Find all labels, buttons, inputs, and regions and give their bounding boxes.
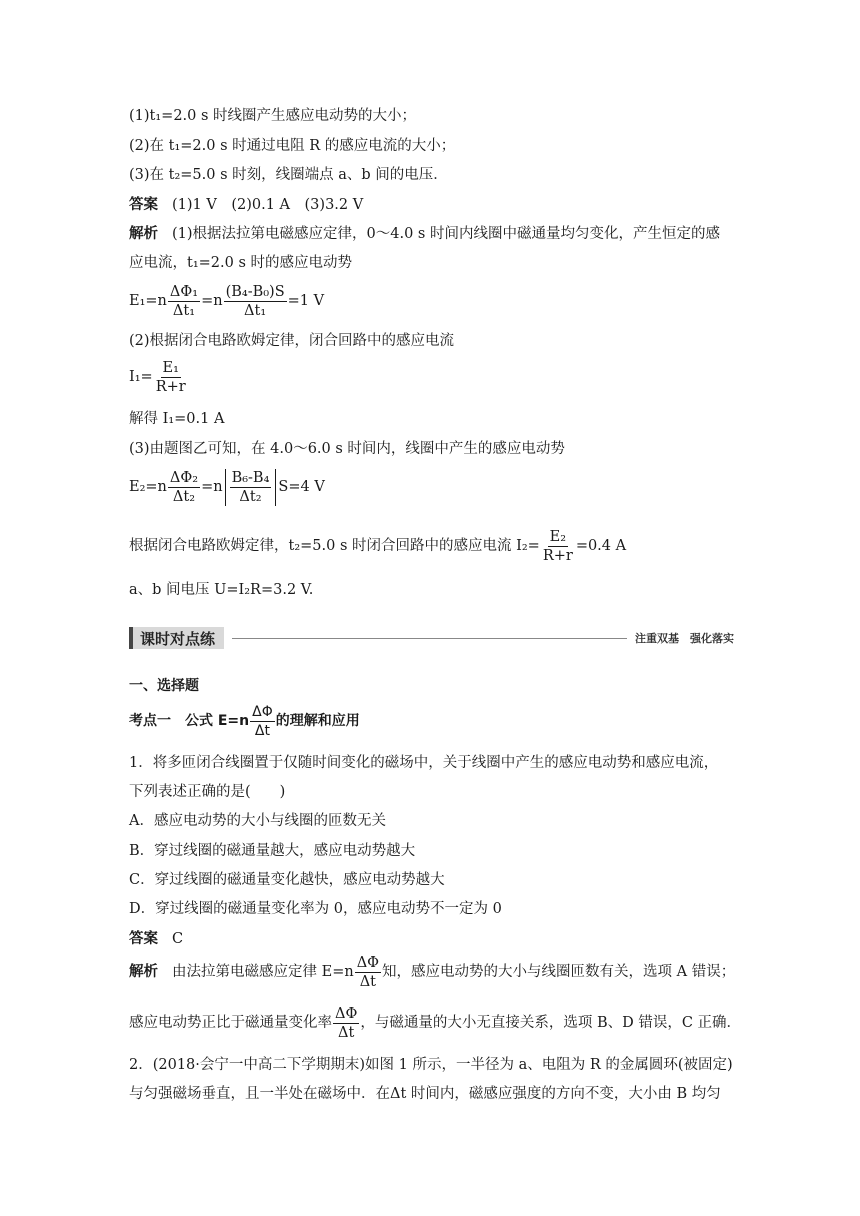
fraction: $\frac{\text{(B₄-B₀)S}}{\text{Δt₁}}$ bbox=[225, 283, 285, 319]
analysis-label: 解析 bbox=[129, 964, 158, 980]
q1-analysis-line-2: 感应电动势正比于磁通量变化率 $\frac{\Delta\Phi}{\Delta t}$ ，与磁通量的大小无直接关系，选项 B、D 错误，C 正确． bbox=[129, 1005, 742, 1041]
q2-stem-line-2: 与匀强磁场垂直，且一半处在磁场中．在Δt 时间内，磁感应强度的方向不变，大小由 B 均匀 bbox=[129, 1086, 721, 1102]
equation-i1-result: 解得 I₁=0.1 A bbox=[129, 411, 225, 427]
q1-answer-line bbox=[129, 929, 183, 949]
q1-stem-line-1: 1．将多匝闭合线圈置于仅随时间变化的磁场中，关于线圈中产生的感应电动势和感应电流， bbox=[129, 755, 719, 771]
part-title: 一、选择题 bbox=[129, 678, 199, 694]
fraction: $\frac{\Delta\Phi}{\Delta t}$ bbox=[335, 1005, 358, 1041]
q2-stem-line-1: 2．(2018·会宁一中高二下学期期末)如图 1 所示，一半径为 a、电阻为 R 的金属圆环(被固定) bbox=[129, 1057, 733, 1073]
fraction: $\frac{\text{ΔΦ₁}}{\text{Δt₁}}$ bbox=[169, 283, 199, 319]
q1-analysis-line-1: 解析 由法拉第电磁感应定律 E=n $\frac{\Delta\Phi}{\Delta t}$ 知，感应电动势的大小与线圈匝数有关，选项 A 错误； bbox=[129, 954, 736, 990]
q1-option-b: B．穿过线圈的磁通量越大，感应电动势越大 bbox=[129, 843, 416, 859]
analysis-line-1: 解析 (1)根据法拉第电磁感应定律，0～4.0 s 时间内线圈中磁通量均匀变化，产生恒定的感 bbox=[129, 226, 720, 242]
analysis-line-2: 应电流，t₁=2.0 s 时的感应电动势 bbox=[129, 255, 353, 271]
analysis-line-3: (2)根据闭合电路欧姆定律，闭合回路中的感应电流 bbox=[129, 333, 455, 349]
fraction: $\frac{\text{B₆-B₄}}{\text{Δt₂}}$ bbox=[231, 469, 270, 505]
topic-heading: 考点一 公式 E=n $\frac{\Delta\Phi}{\Delta t}$ 的理解和应用 bbox=[129, 703, 360, 739]
section-slogan: 注重双基 强化落实 bbox=[635, 632, 734, 645]
analysis-line-4: (3)由题图乙可知，在 4.0～6.0 s 时间内，线圈中产生的感应电动势 bbox=[129, 441, 565, 457]
question-part-3: (3)在 t₂=5.0 s 时刻，线圈端点 a、b 间的电压． bbox=[129, 167, 448, 183]
fraction: $\frac{\Delta\Phi}{\Delta t}$ bbox=[252, 703, 273, 739]
answer-text: (1)1 V (2)0.1 A (3)3.2 V bbox=[172, 197, 364, 213]
equation-i1: I₁= $\frac{\text{E₁}}{R+r}$ bbox=[129, 359, 186, 395]
fraction: $\frac{\Delta\Phi}{\Delta t}$ bbox=[356, 954, 380, 990]
answer-line bbox=[129, 195, 363, 215]
q1-option-a: A．感应电动势的大小与线圈的匝数无关 bbox=[129, 813, 386, 829]
fraction: $\frac{\text{ΔΦ₂}}{\text{Δt₂}}$ bbox=[169, 469, 199, 505]
q1-option-c: C．穿过线圈的磁通量变化越快，感应电动势越大 bbox=[129, 872, 445, 888]
fraction: $\frac{\text{E₂}}{R+r}$ bbox=[542, 528, 573, 564]
question-part-2: (2)在 t₁=2.0 s 时通过电阻 R 的感应电流的大小； bbox=[129, 138, 456, 154]
absolute-value bbox=[225, 469, 277, 506]
q1-answer: C bbox=[172, 931, 184, 947]
equation-i2: 根据闭合电路欧姆定律，t₂=5.0 s 时闭合回路中的感应电流 I₂= $\frac{\text{E₂}}{R+r}$ =0.4 A bbox=[129, 528, 627, 564]
equation-e2: E₂=n $\frac{\text{ΔΦ₂}}{\text{Δt₂}}$ =n $\frac{\text{B₆-B₄}}{\text{Δt₂}}$ S=4 V bbox=[129, 469, 325, 505]
answer-label: 答案 bbox=[129, 931, 158, 947]
equation-e1: E₁=n $\frac{\text{ΔΦ₁}}{\text{Δt₁}}$ =n $\frac{\text{(B₄-B₀)S}}{\text{Δt₁}}$ =1 V bbox=[129, 283, 325, 319]
section-rule bbox=[232, 638, 627, 639]
equation-u: a、b 间电压 U=I₂R=3.2 V. bbox=[129, 582, 314, 598]
section-header bbox=[129, 627, 734, 649]
analysis-label: 解析 bbox=[129, 226, 158, 242]
question-part-1: (1)t₁=2.0 s 时线圈产生感应电动势的大小； bbox=[129, 108, 417, 124]
section-title: 课时对点练 bbox=[133, 627, 224, 649]
q1-option-d: D．穿过线圈的磁通量变化率为 0，感应电动势不一定为 0 bbox=[129, 901, 502, 917]
q1-stem-line-2: 下列表述正确的是( ) bbox=[129, 784, 286, 800]
answer-label: 答案 bbox=[129, 197, 158, 213]
fraction: $\frac{\text{E₁}}{R+r}$ bbox=[155, 359, 186, 395]
